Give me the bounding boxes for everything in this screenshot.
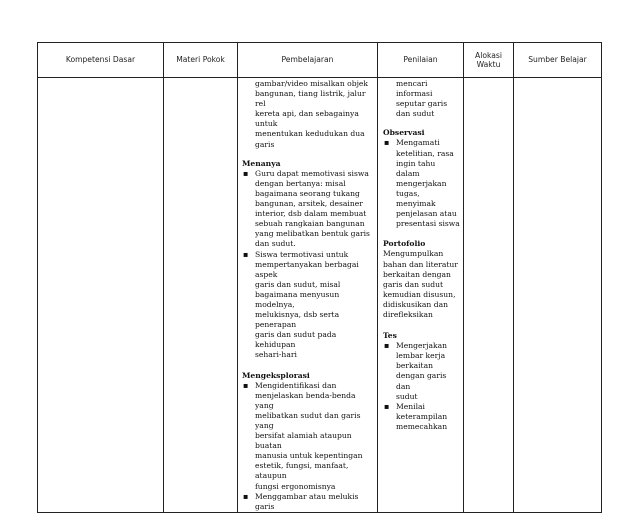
- cell-penilaian: [378, 78, 464, 513]
- eksplorasi-item-1: [242, 381, 375, 492]
- menanya-heading: Menanya: [242, 158, 281, 168]
- text-line: menjelaskan benda-benda yang: [255, 390, 356, 410]
- tes-item-1: [383, 341, 461, 402]
- text-line: direfleksikan: [383, 309, 433, 319]
- text-line: melibatkan sudut dan garis yang: [255, 410, 361, 430]
- text-line: ketelitian, rasa: [396, 148, 454, 158]
- menanya-item-1: [242, 169, 375, 250]
- text-line: bangunan, tiang listrik, jalur rel: [255, 89, 366, 109]
- text-line: ▪ Menilai: [396, 401, 425, 411]
- text-line: keterampilan: [396, 411, 448, 421]
- text-line: ▪ Guru dapat memotivasi siswa: [255, 168, 369, 178]
- content-row: [38, 78, 602, 513]
- text-line: ▪ Mengidentifikasi dan: [255, 380, 337, 390]
- tes-heading: Tes: [383, 331, 397, 341]
- header-penilaian: Penilaian: [378, 43, 464, 78]
- text-line: kemudian disusun,: [383, 289, 456, 299]
- text-line: penjelasan atau: [396, 209, 457, 219]
- menanya-item-2: [242, 250, 375, 361]
- text-line: berkaitan dengan: [383, 269, 451, 279]
- text-line: seputar garis: [396, 99, 448, 109]
- text-line: ▪ Mengamati: [396, 138, 440, 148]
- observasi-heading: Observasi: [383, 128, 425, 138]
- text-line: garis: [255, 139, 275, 149]
- text-line: dan sudut.: [255, 239, 296, 249]
- text-line: estetik, fungsi, manfaat, ataupun: [255, 461, 349, 481]
- observasi-item: [383, 138, 461, 229]
- text-line: lembar kerja: [396, 351, 446, 361]
- cell-alokasi-waktu: [464, 78, 514, 513]
- eksplorasi-item-2: [242, 492, 375, 512]
- header-sumber-belajar: Sumber Belajar: [514, 43, 602, 78]
- text-line: sebuah rangkaian bangunan: [255, 219, 365, 229]
- lesson-plan-table: [37, 42, 602, 513]
- header-kompetensi-dasar: Kompetensi Dasar: [38, 43, 164, 78]
- text-line: kereta api, dan sebagainya untuk: [255, 109, 359, 129]
- text-line: sudut: [396, 391, 418, 401]
- cell-kompetensi-dasar: [38, 78, 164, 513]
- text-line: ingin tahu dalam: [396, 158, 436, 178]
- eksplorasi-heading: Mengeksplorasi: [242, 370, 310, 380]
- header-pembelajaran: Pembelajaran: [238, 43, 378, 78]
- text-line: mempertanyakan berbagai aspek: [255, 259, 359, 279]
- text-line: bahan dan literatur: [383, 259, 458, 269]
- text-line: mencari: [396, 79, 428, 88]
- text-line: didiskusikan dan: [383, 299, 449, 309]
- cell-sumber-belajar: [514, 78, 602, 513]
- header-materi-pokok: Materi Pokok: [164, 43, 238, 78]
- text-line: menentukan kedudukan dua: [255, 129, 365, 139]
- text-line: ▪ Mengerjakan: [396, 341, 448, 351]
- text-line: manusia untuk kepentingan: [255, 451, 363, 461]
- text-line: bagaimana menyusun modelnya,: [255, 289, 340, 309]
- text-line: informasi: [396, 89, 433, 99]
- text-line: berkaitan: [396, 361, 434, 371]
- text-line: bangunan, arsitek, desainer: [255, 199, 363, 209]
- text-line: ▪ Siswa termotivasi untuk: [255, 249, 349, 259]
- penilaian-intro: [383, 79, 461, 119]
- header-alokasi-line1: Alokasi: [475, 50, 502, 60]
- text-line: dan sudut: [396, 109, 435, 119]
- text-line: bagaimana seorang tukang: [255, 188, 360, 198]
- header-alokasi-line2: Waktu: [476, 60, 501, 69]
- text-line: sehari-hari: [255, 350, 297, 360]
- text-line: melukisnya, dsb serta penerapan: [255, 310, 340, 330]
- text-line: presentasi siswa: [396, 219, 460, 229]
- text-line: yang melibatkan bentuk garis: [255, 229, 370, 239]
- portofolio-heading: Portofolio: [383, 239, 426, 249]
- text-line: garis dan sudut, misal: [255, 279, 341, 289]
- text-line: mengerjakan: [396, 178, 447, 188]
- text-line: gambar/video misalkan objek: [255, 79, 369, 88]
- text-line: garis dan sudut: [383, 279, 444, 289]
- text-line: garis dan sudut pada kehidupan: [255, 330, 337, 350]
- text-line: dengan garis dan: [396, 371, 447, 391]
- text-line: memecahkan: [396, 421, 448, 431]
- pembelajaran-intro: [242, 79, 375, 150]
- text-line: ▪ Menggambar atau melukis garis: [255, 491, 359, 511]
- text-line: Mengumpulkan: [383, 249, 444, 259]
- header-row: [38, 43, 602, 78]
- tes-item-2: [383, 402, 461, 432]
- text-line: fungsi ergonomisnya: [255, 481, 336, 491]
- text-line: dengan bertanya: misal: [255, 178, 346, 188]
- header-alokasi-waktu: [464, 43, 514, 78]
- text-line: interior, dsb dalam membuat: [255, 209, 367, 219]
- text-line: tugas, menyimak: [396, 188, 436, 209]
- cell-materi-pokok: [164, 78, 238, 513]
- cell-pembelajaran: [238, 78, 378, 513]
- text-line: bersifat alamiah ataupun buatan: [255, 431, 352, 451]
- portofolio-text: [383, 249, 461, 320]
